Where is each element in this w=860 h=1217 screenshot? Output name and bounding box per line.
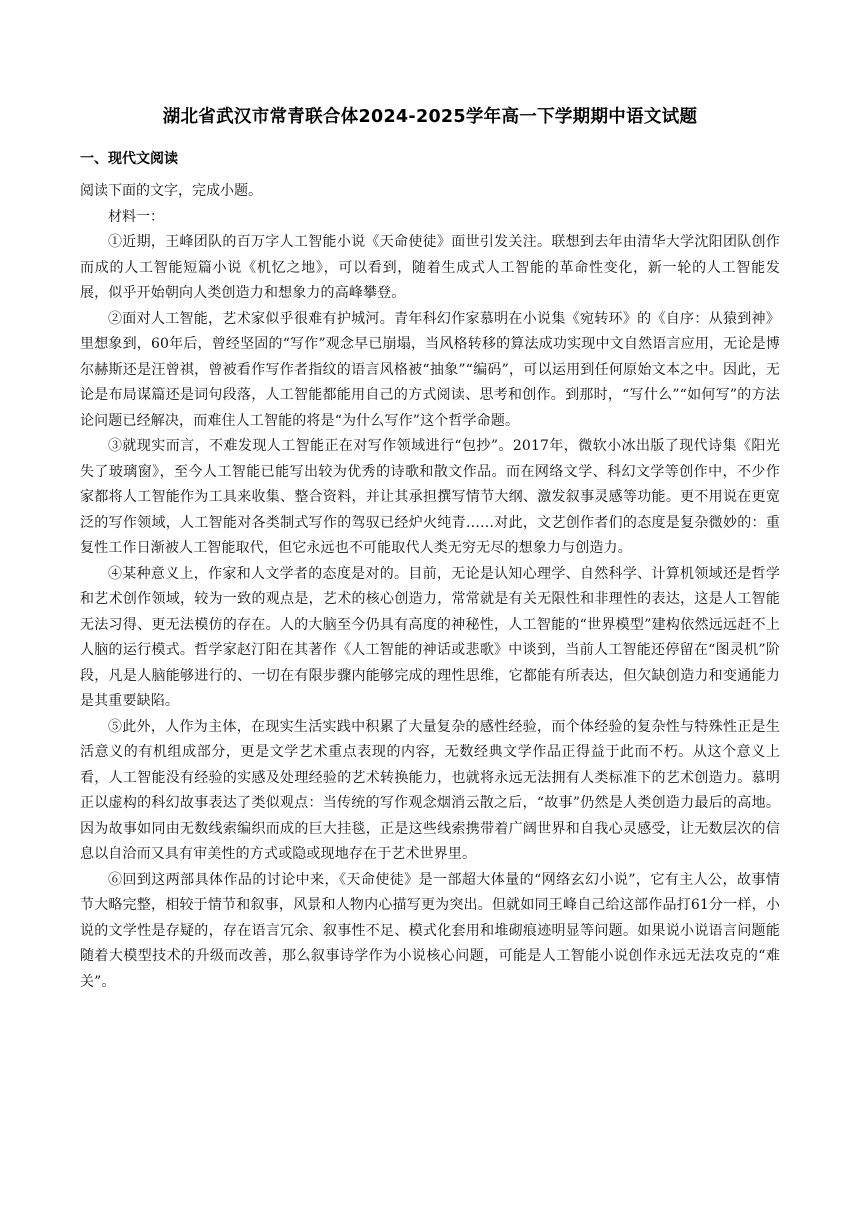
paragraph-5: ⑤此外，人作为主体，在现实生活实践中积累了大量复杂的感性经验，而个体经验的复杂性与特殊性正是生活意义的有机组成部分，更是文学艺术重点表现的内容，无数经典文学作品正得益于此而不朽。从这个意义上看，人工智能没有经验的实感及处理经验的艺术转换能力，也就将永远无法拥有人类标准下的艺术创造力。慕明正以虚构的科幻故事表达了类似观点：当传统的写作观念烟消云散之后，“故事”仍然是人类创造力最后的高地。因为故事如同由无数线索编织而成的巨大挂毯，正是这些线索携带着广阔世界和自我心灵感受，让无数层次的信息以自洽而又具有审美性的方式或隐或现地存在于艺术世界里。 <box>80 718 780 862</box>
document-title: 湖北省武汉市常青联合体2024-2025学年高一下学期期中语文试题 <box>162 107 698 127</box>
reading-instruction: 阅读下面的文字，完成小题。 <box>80 183 262 199</box>
paragraph-2: ②面对人工智能，艺术家似乎很难有护城河。青年科幻作家慕明在小说集《宛转环》的《自序：从猿到神》里想象到，60年后，曾经坚固的“写作”观念早已崩塌，当风格转移的算法成功实现中文自然语言应用，无论是博尔赫斯还是汪曾祺，曾被看作写作者指纹的语言风格被“抽象”“编码”，可以运用到任何原始文本之中。因此，无论是布局谋篇还是词句段落，人工智能都能用自己的方式阅读、思考和创作。到那时，“写什么”“如何写”的方法论问题已经解决，而难住人工智能的将是“为什么写作”这个哲学命题。 <box>80 310 780 429</box>
section-heading: 一、现代文阅读 <box>80 151 178 167</box>
paragraph-6: ⑥回到这两部具体作品的讨论中来，《天命使徒》是一部超大体量的“网络玄幻小说”，它有主人公，故事情节大略完整，相较于情节和叙事，风景和人物内心描写更为突出。但就如同王峰自己给这部作品打61分一样，小说的文学性是存疑的，存在语言冗余、叙事性不足、模式化套用和堆砌痕迹明显等问题。如果说小说语言问题能随着大模型技术的升级而改善，那么叙事诗学作为小说核心问题，可能是人工智能小说创作永远无法攻克的“难关”。 <box>80 871 780 990</box>
paragraph-4: ④某种意义上，作家和人文学者的态度是对的。目前，无论是认知心理学、自然科学、计算机领域还是哲学和艺术创作领域，较为一致的观点是，艺术的核心创造力，常常就是有关无限性和非理性的表达，这是人工智能无法习得、更无法模仿的存在。人的大脑至今仍具有高度的神秘性，人工智能的“世界模型”建构依然远远赶不上人脑的运行模式。哲学家赵汀阳在其著作《人工智能的神话或悲歌》中谈到，当前人工智能还停留在“图灵机”阶段，凡是人脑能够进行的、一切在有限步骤内能够完成的理性思维，它都能有所表达，但欠缺创造力和变通能力是其重要缺陷。 <box>80 565 780 709</box>
paragraph-1: ①近期，王峰团队的百万字人工智能小说《天命使徒》面世引发关注。联想到去年由清华大学沈阳团队创作而成的人工智能短篇小说《机忆之地》，可以看到，随着生成式人工智能的革命性变化，新一轮的人工智能发展，似乎开始朝向人类创造力和想象力的高峰攀登。 <box>80 234 780 301</box>
paragraph-3: ③就现实而言，不难发现人工智能正在对写作领域进行“包抄”。2017年，微软小冰出版了现代诗集《阳光失了玻璃窗》，至今人工智能已能写出较为优秀的诗歌和散文作品。而在网络文学、科幻文学等创作中，不少作家都将人工智能作为工具来收集、整合资料，并让其承担撰写情节大纲、激发叙事灵感等功能。更不用说在更宽泛的写作领域，人工智能对各类制式写作的驾驭已经炉火纯青……对此，文艺创作者们的态度是复杂微妙的：重复性工作日渐被人工智能取代，但它永远也不可能取代人类无穷无尽的想象力与创造力。 <box>80 438 780 556</box>
material-label: 材料一： <box>108 208 164 225</box>
